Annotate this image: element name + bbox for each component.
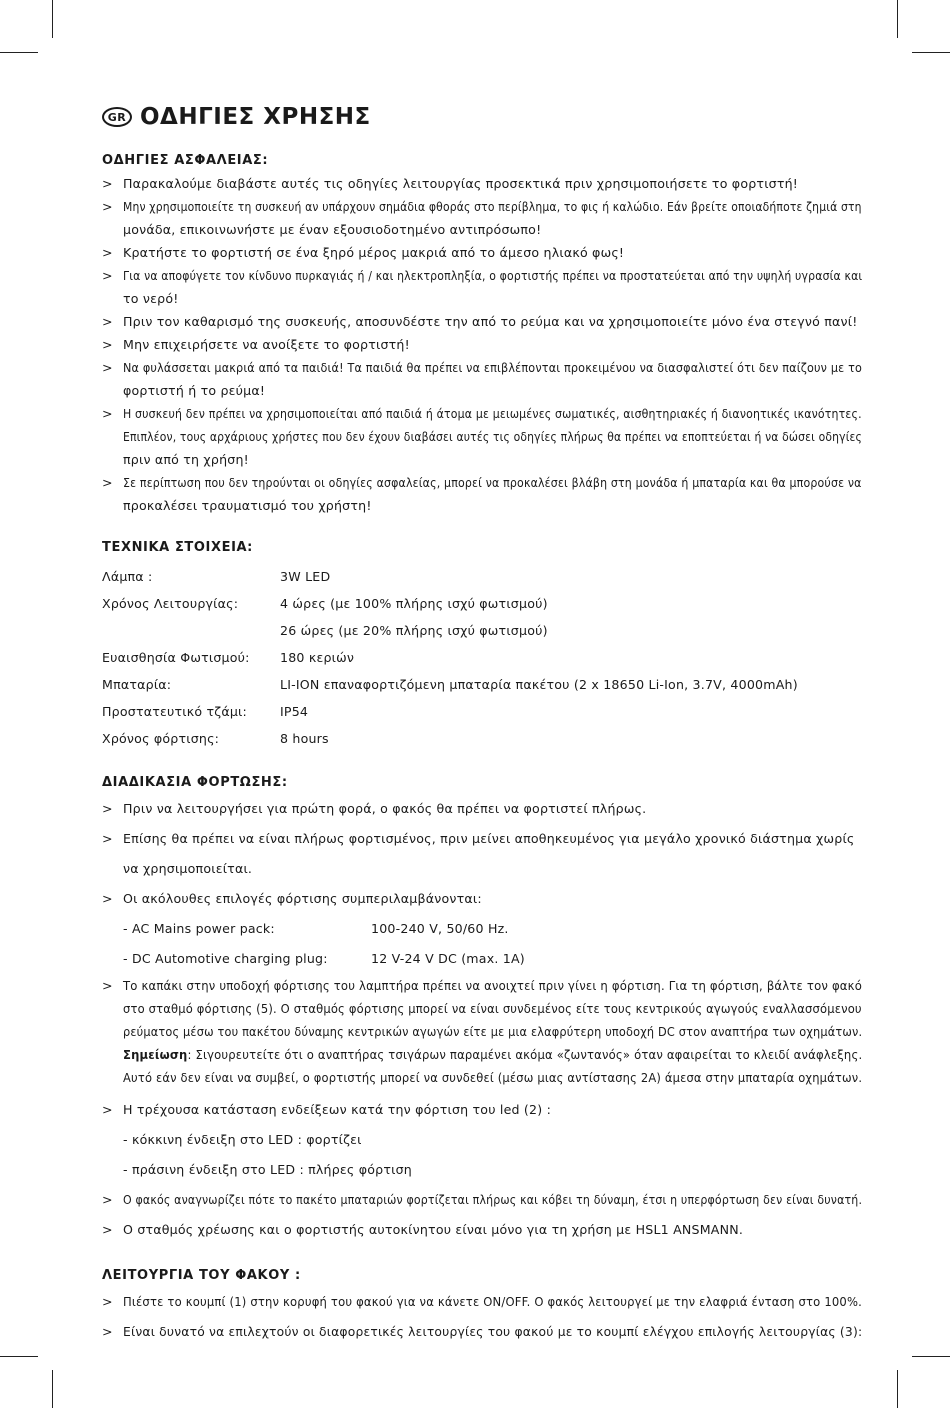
spec-label: Ευαισθησία Φωτισμού: xyxy=(102,650,250,665)
safety-heading: ΟΔΗΓΙΕΣ ΑΣΦΑΛΕΙΑΣ: xyxy=(102,153,269,168)
safety-item-text: προκαλέσει τραυματισμό του χρήστη! xyxy=(123,498,372,513)
list-item-text: > Επίσης θα πρέπει να είναι πλήρως φορτισμένος, πριν μείνει αποθηκευμένος για μεγάλο χρονικό διάστημα χωρίς xyxy=(123,831,855,846)
page-title-text: ΟΔΗΓΙΕΣ ΧΡΗΣΗΣ xyxy=(140,104,371,130)
spec-label: Χρόνος φόρτισης: xyxy=(102,731,220,746)
page-title xyxy=(102,104,371,130)
safety-item-text: > Να φυλάσσεται μακριά από τα παιδιά! Τα παιδιά θα πρέπει να επιβλέπονται προκειμένου να διασφαλιστεί ότι δεν παίζουν με το xyxy=(123,360,863,375)
spec-value: 8 hours xyxy=(280,731,329,746)
safety-item-text: > Η συσκευή δεν πρέπει να χρησιμοποιείται από παιδιά ή άτομα με μειωμένες σωματικές, αισθητηριακές ή διανοητικές ικανότητες. xyxy=(123,406,862,421)
spec-label xyxy=(102,617,280,644)
spec-label: Χρόνος Λειτουργίας: xyxy=(102,596,239,611)
spec-row xyxy=(102,590,862,617)
list-item xyxy=(102,1185,862,1215)
list-item-text: > Ο σταθμός χρέωσης και ο φορτιστής αυτοκίνητου είναι μόνο για τη χρήση με HSL1 ANSMANN. xyxy=(123,1222,744,1237)
spec-row xyxy=(102,563,862,590)
spec-label: Λάμπα : xyxy=(102,569,153,584)
safety-item xyxy=(102,402,862,471)
crop-mark xyxy=(0,1356,38,1357)
safety-item-text: φορτιστή ή το ρεύμα! xyxy=(123,383,266,398)
crop-mark xyxy=(897,0,898,38)
crop-mark xyxy=(897,1370,898,1408)
safety-item xyxy=(102,195,862,241)
list-item-text: > Οι ακόλουθες επιλογές φόρτισης συμπεριλαμβάνονται: xyxy=(123,891,482,906)
note-line xyxy=(123,1043,863,1066)
list-item xyxy=(102,1287,862,1317)
option-label: - DC Automotive charging plug: xyxy=(123,951,328,966)
safety-item-text: πριν από τη χρήση! xyxy=(123,452,249,467)
crop-mark xyxy=(912,52,950,53)
list-item xyxy=(102,1215,862,1245)
crop-mark xyxy=(52,1370,53,1408)
list-item xyxy=(102,794,862,824)
spec-value: LI-ION επαναφορτιζόμενη μπαταρία πακέτου (2 x 18650 Li-Ion, 3.7V, 4000mAh) xyxy=(280,677,798,692)
safety-list xyxy=(102,172,862,517)
safety-item xyxy=(102,241,862,264)
note-text: : Σιγουρευτείτε ότι ο αναπτήρας τσιγάρων παραμένει ακόμα «ζωντανός» όταν αφαιρείται το κλειδί ανάφλεξης. xyxy=(187,1047,863,1062)
crop-mark xyxy=(912,1356,950,1357)
list-item-text: Αυτό εάν δεν είναι να συμβεί, ο φορτιστής μπορεί να συνδεθεί (μέσω μιας αντίστασης 2A) άμεσα στην μπαταρία οχημάτων. xyxy=(123,1070,863,1085)
crop-mark xyxy=(52,0,53,38)
list-item-text: να χρησιμοποιείται. xyxy=(123,861,253,876)
spec-value: IP54 xyxy=(280,704,309,719)
safety-item-text: > Σε περίπτωση που δεν τηρούνται οι οδηγίες ασφαλείας, μπορεί να προκαλέσει βλάβη στη μονάδα ή μπαταρία και θα μπορούσε να xyxy=(123,475,862,490)
safety-item xyxy=(102,264,862,310)
list-item xyxy=(102,1317,862,1347)
option-value: 12 V-24 V DC (max. 1A) xyxy=(371,951,525,966)
tech-heading: ΤΕΧΝΙΚΑ ΣΤΟΙΧΕΙΑ: xyxy=(102,540,253,555)
note-label: Σημείωση xyxy=(123,1047,188,1062)
spec-row xyxy=(102,644,862,671)
safety-item xyxy=(102,172,862,195)
charging-option xyxy=(102,914,862,944)
option-label: - AC Mains power pack: xyxy=(123,921,275,936)
document-body xyxy=(102,150,862,1347)
safety-item xyxy=(102,471,862,517)
safety-item-text: > Κρατήστε το φορτιστή σε ένα ξηρό μέρος μακριά από το άμεσο ηλιακό φως! xyxy=(123,245,625,260)
option-value: 100-240 V, 50/60 Hz. xyxy=(371,921,509,936)
list-item xyxy=(102,884,862,914)
list-item-text: στο σταθμό φόρτισης (5). Ο σταθμός φόρτισης μπορεί να είναι συνδεμένος είτε τους κεντρικούς αγωγούς εναλλασσόμενου xyxy=(123,1001,862,1016)
list-item-text: ρεύματος μέσω του πακέτου δύναμης κεντρικών αγωγών είτε με μια ελαφρύτερη υποδοχή DC στον αναπτήρα των οχημάτων. xyxy=(123,1024,863,1039)
list-item xyxy=(102,974,862,1089)
spec-value: 4 ώρες (με 100% πλήρης ισχύ φωτισμού) xyxy=(280,596,548,611)
list-item-text: > Το καπάκι στην υποδοχή φόρτισης του λαμπτήρα πρέπει να ανοιχτεί πριν γίνει η φόρτιση. Για τη φόρτιση, βάλτε τον φακό xyxy=(123,978,863,993)
spec-row xyxy=(102,698,862,725)
charging-option xyxy=(102,944,862,974)
safety-item-text: > Μην επιχειρήσετε να ανοίξετε το φορτιστή! xyxy=(123,337,410,352)
spec-value: 26 ώρες (με 20% πλήρης ισχύ φωτισμού) xyxy=(280,623,548,638)
language-badge: GR xyxy=(102,107,132,127)
spec-label: Προστατευτικό τζάμι: xyxy=(102,704,247,719)
list-item xyxy=(102,1095,862,1125)
list-item-text: > Ο φακός αναγνωρίζει πότε το πακέτο μπαταριών φορτίζεται πλήρως και κόβει τη δύναμη, έτσι η υπερφόρτωση δεν είναι δυνατή. xyxy=(123,1192,863,1207)
led-status: - πράσινη ένδειξη στο LED : πλήρες φόρτιση xyxy=(123,1162,412,1177)
charging-heading: ΔΙΑΔΙΚΑΣΙΑ ΦΟΡΤΩΣΗΣ: xyxy=(102,775,288,790)
spec-row xyxy=(102,671,862,698)
safety-item-text: > Μην χρησιμοποιείτε τη συσκευή αν υπάρχουν σημάδια φθοράς στο περίβλημα, το φις ή καλώδιο. Εάν βρείτε οποιαδήποτε ζημιά στη xyxy=(123,199,862,214)
safety-item-text: > Για να αποφύγετε τον κίνδυνο πυρκαγιάς ή / και ηλεκτροπληξία, ο φορτιστής πρέπει να προστατεύεται από την υψηλή υγρασία και xyxy=(123,268,863,283)
list-item-text: > Η τρέχουσα κατάσταση ενδείξεων κατά την φόρτιση του led (2) : xyxy=(123,1102,552,1117)
spec-value: 180 κεριών xyxy=(280,650,355,665)
list-item-text: > Είναι δυνατό να επιλεχτούν οι διαφορετικές λειτουργίες του φακού με το κουμπί ελέγχου επιλογής λειτουργίας (3): xyxy=(123,1324,863,1339)
safety-item-text: > Παρακαλούμε διαβάστε αυτές τις οδηγίες λειτουργίας προσεκτικά πριν χρησιμοποιήσετε το φορτιστή! xyxy=(123,176,799,191)
led-status: - κόκκινη ένδειξη στο LED : φορτίζει xyxy=(123,1132,362,1147)
safety-item xyxy=(102,333,862,356)
spec-table xyxy=(102,563,862,752)
safety-item-text: Επιπλέον, τους αρχάριους χρήστες που δεν έχουν διαβάσει αυτές τις οδηγίες πλήρως θα πρέπει να εποπτεύεται ή να δώσει οδηγίες xyxy=(123,429,863,444)
list-item-text: > Πιέστε το κουμπί (1) στην κορυφή του φακού για να κάνετε ON/OFF. Ο φακός λειτουργεί με την ελαφριά ένταση στο 100%. xyxy=(123,1294,863,1309)
safety-item xyxy=(102,356,862,402)
spec-row xyxy=(102,725,862,752)
safety-item-text: > Πριν τον καθαρισμό της συσκευής, αποσυνδέστε την από το ρεύμα και να χρησιμοποιείτε μόνο ένα στεγνό πανί! xyxy=(123,314,858,329)
safety-item-text: μονάδα, επικοινωνήστε με έναν εξουσιοδοτημένο αντιπρόσωπο! xyxy=(123,222,542,237)
operation-heading: ΛΕΙΤΟΥΡΓΙΑ ΤΟΥ ΦΑΚΟΥ : xyxy=(102,1268,301,1283)
spec-label: Μπαταρία: xyxy=(102,677,172,692)
crop-mark xyxy=(0,52,38,53)
safety-item-text: το νερό! xyxy=(123,291,179,306)
spec-row xyxy=(102,617,862,644)
spec-value: 3W LED xyxy=(280,569,331,584)
list-item-text: > Πριν να λειτουργήσει για πρώτη φορά, ο φακός θα πρέπει να φορτιστεί πλήρως. xyxy=(123,801,647,816)
safety-item xyxy=(102,310,862,333)
list-item xyxy=(102,824,862,884)
